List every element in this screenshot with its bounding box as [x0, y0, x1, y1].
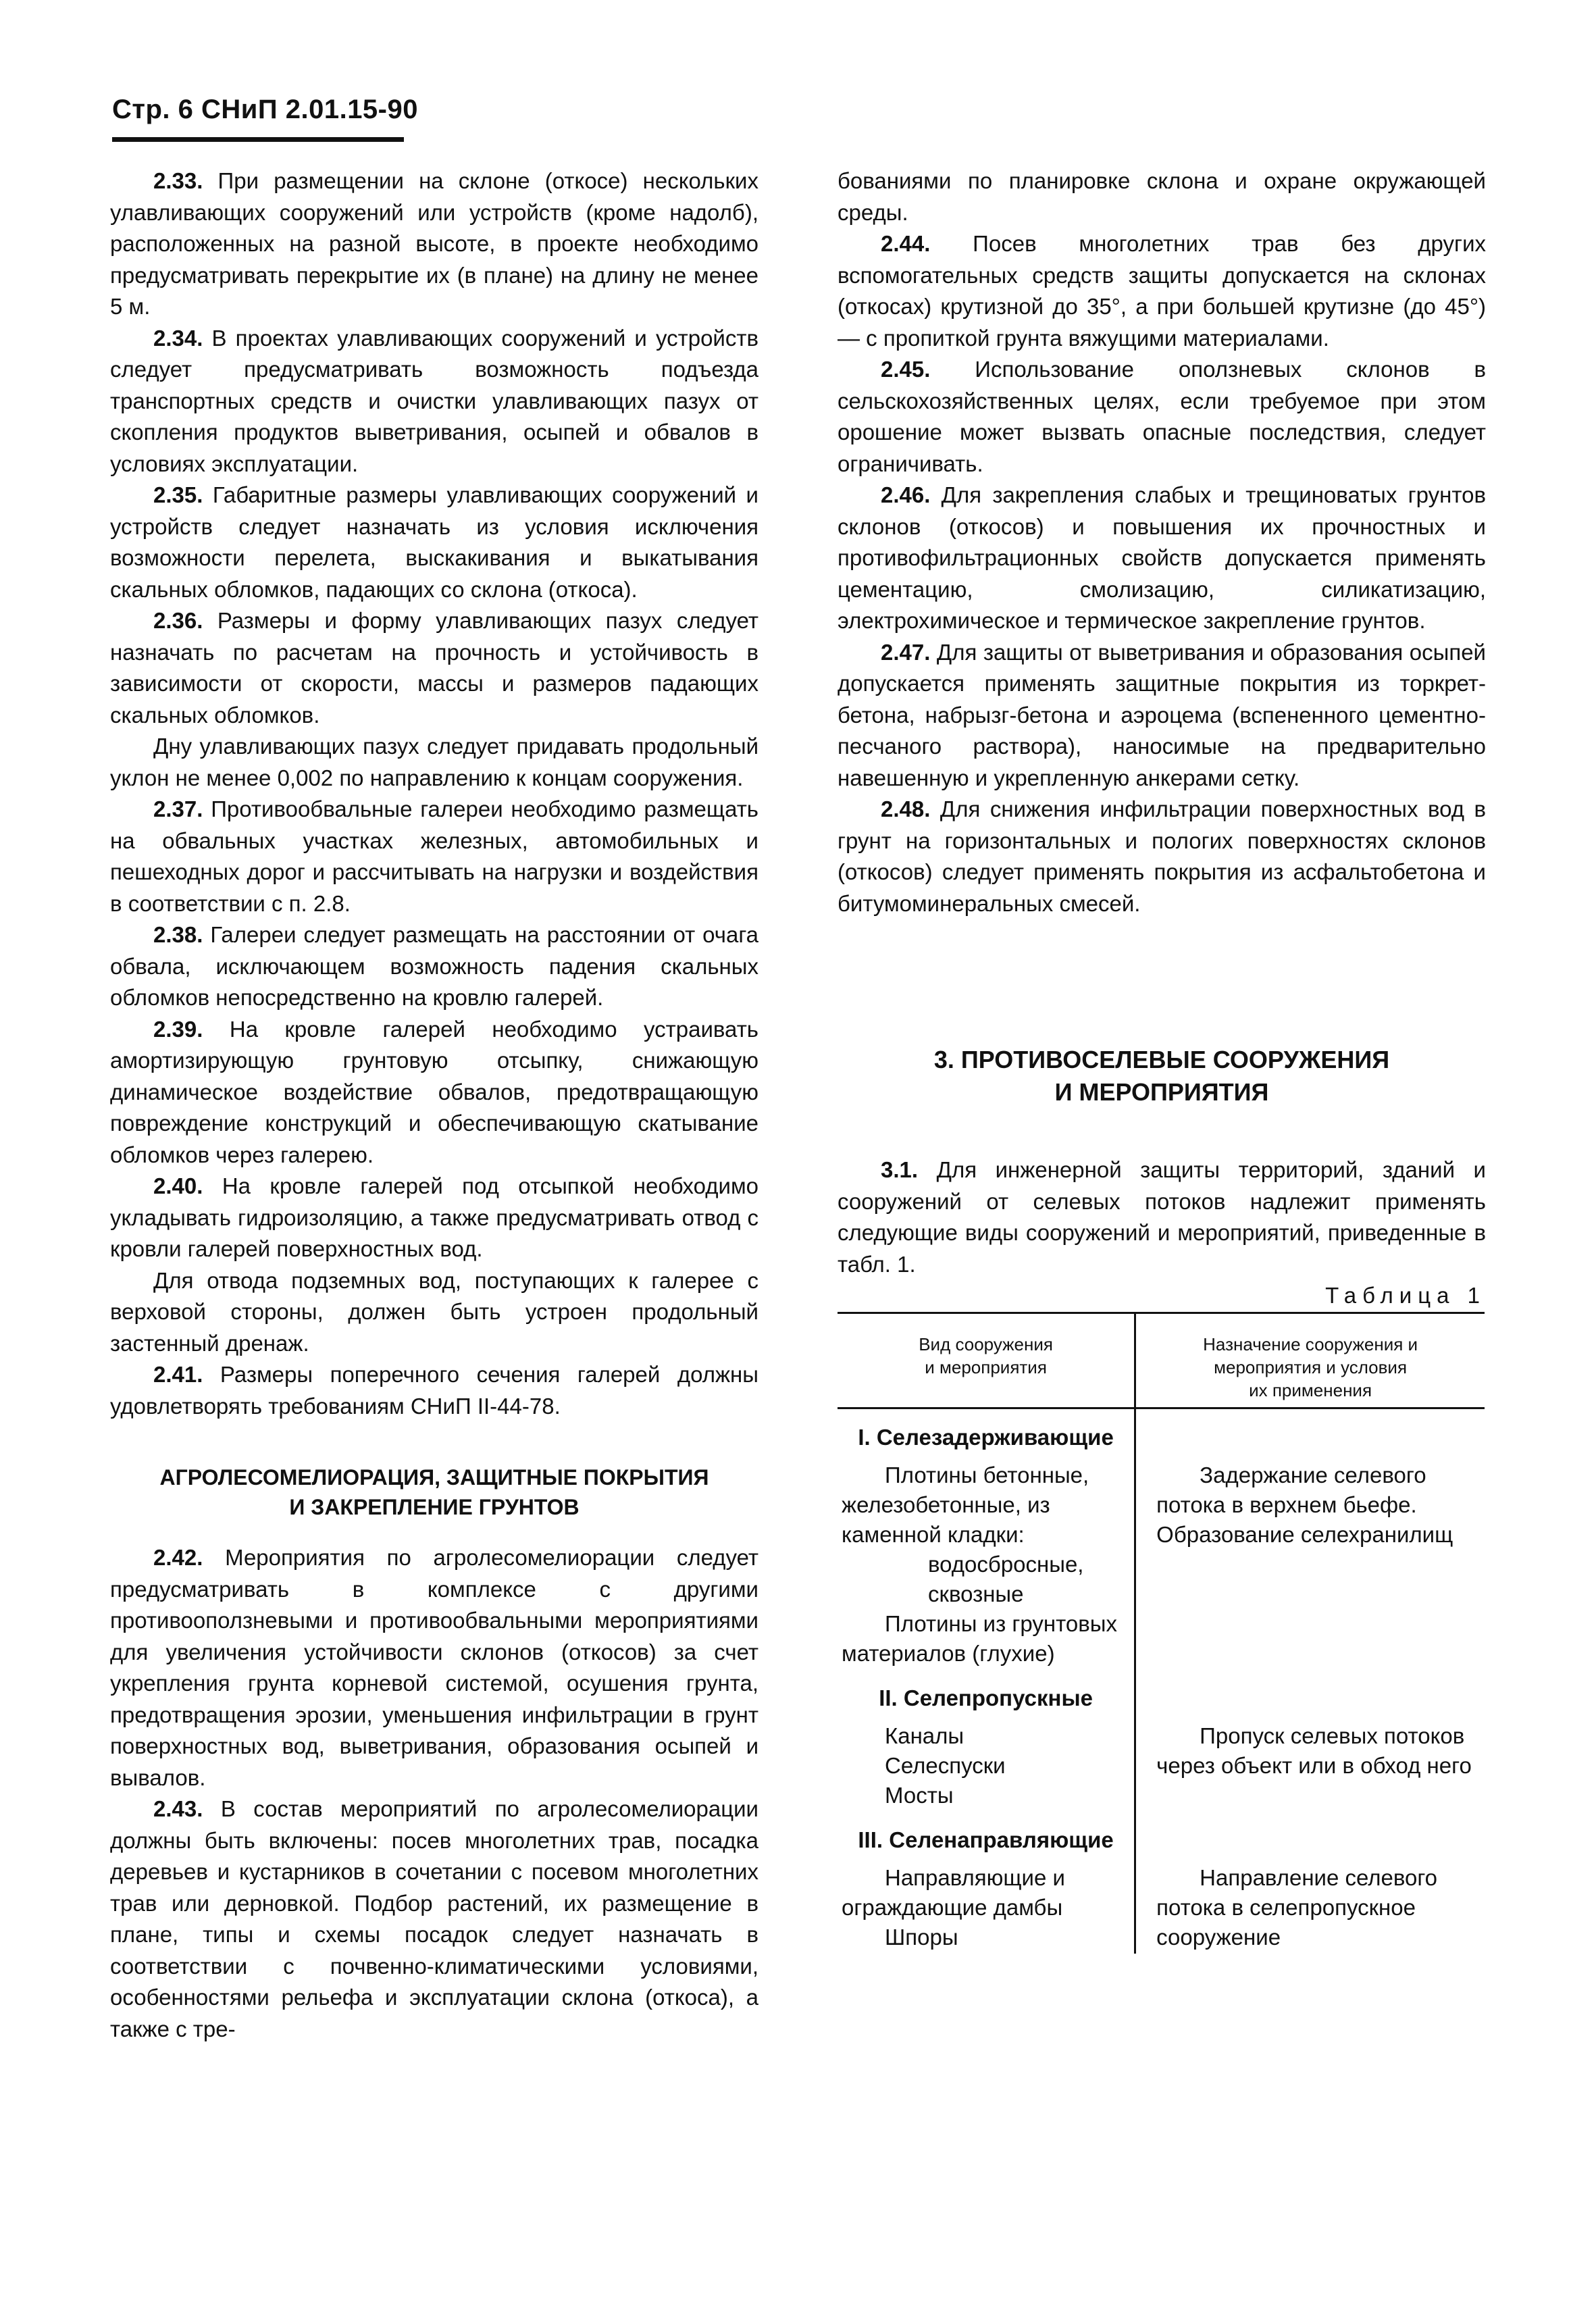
list-item: Мосты [885, 1782, 954, 1808]
purpose-text: Задержание селевого потока в верхнем бьефе. Образование селехранилищ [1156, 1462, 1453, 1547]
paragraph-number: 2.40. [153, 1173, 203, 1198]
purpose-cell [1135, 1459, 1485, 1670]
paragraph-text: Использование оползневых склонов в сельскохозяйственных целях, если требуемое при этом орошение может вызвать опасные последствия, следует ограничивать. [838, 357, 1486, 476]
list-item: Селеспуски [885, 1752, 1006, 1778]
left-column [110, 166, 758, 2045]
purpose-cell [1135, 1862, 1485, 1954]
table-row [838, 1862, 1485, 1954]
group-title: II. Селепропускные [879, 1685, 1093, 1710]
list-item: Шпоры [885, 1924, 958, 1950]
list-item: Направляющие и ограждающие дамбы [842, 1864, 1065, 1920]
paragraph-text: В проектах улавливающих сооружений и устройств следует предусматривать возможность подъезда транспортных средств и очистки улавливающих пазух от скопления продуктов выветривания, осыпей и обвалов в условиях эксплуатации. [110, 325, 758, 476]
group-title: I. Селезадерживающие [858, 1424, 1114, 1450]
header-line: Вид сооружения [919, 1333, 1053, 1354]
paragraph-number: 2.34. [153, 325, 203, 351]
paragraph-text: Галереи следует размещать на расстоянии от очага обвала, исключающем возможность падения скальных обломков непосредственно на кровлю галерей. [110, 922, 758, 1010]
paragraph-number: 2.38. [153, 922, 203, 947]
paragraph-2-45 [838, 354, 1486, 480]
list-item: Плотины из грунтовых материалов (глухие) [842, 1610, 1117, 1666]
table-group-row [838, 1812, 1485, 1862]
table-group-row [838, 1408, 1485, 1459]
paragraph-3-1 [838, 1154, 1486, 1280]
table-header-purpose [1135, 1313, 1485, 1408]
purpose-text: Пропуск селевых потоков через объект или в обход него [1156, 1723, 1472, 1778]
paragraph-number: 2.45. [881, 357, 931, 382]
paragraph-2-48 [838, 794, 1486, 919]
paragraph-text: Размеры и форму улавливающих пазух следует назначать по расчетам на прочность и устойчивость в зависимости от скорости, массы и размеров падающих скальных обломков. [110, 608, 759, 728]
paragraph-2-40-cont: Для отвода подземных вод, поступающих к галерее с верховой стороны, должен быть устроен продольный застенный дренаж. [110, 1267, 758, 1356]
table-caption: Таблица 1 [1325, 1283, 1486, 1308]
header-line: их применения [1249, 1379, 1372, 1400]
paragraph-2-40 [110, 1171, 758, 1265]
paragraph-2-34 [110, 323, 758, 480]
paragraph-2-33 [110, 166, 758, 323]
type-cell [838, 1459, 1135, 1670]
section-title-line: 3. ПРОТИВОСЕЛЕВЫЕ СООРУЖЕНИЯ [933, 1046, 1390, 1073]
paragraph-text: Противообвальные галереи необходимо размещать на обвальных участках железных, автомобильных и пешеходных дорог и рассчитывать на нагрузки и воздействия в соответствии с п. 2.8. [110, 796, 758, 916]
paragraph-2-38 [110, 919, 758, 1014]
table-1 [838, 1312, 1485, 1954]
list-item: Плотины бетонные, железобетонные, из каменной кладки: [842, 1462, 1089, 1547]
paragraph-2-46 [838, 480, 1486, 637]
page-header: Стр. 6 СНиП 2.01.15-90 [112, 95, 418, 124]
paragraph-2-35 [110, 480, 758, 605]
table-header-type [838, 1313, 1135, 1408]
paragraph-text: Габаритные размеры улавливающих сооружений и устройств следует назначать из условия исключения возможности перелета, выскакивания и выкатывания скальных обломков, падающих со склона (откоса). [110, 482, 758, 602]
paragraph-number: 2.33. [153, 168, 203, 193]
paragraph-text: Для снижения инфильтрации поверхностных вод в грунт на горизонтальных и пологих поверхностях склонов (откосов) следует применять покрытия из асфальтобетона и битумоминеральных смесей. [838, 796, 1486, 916]
group-title: III. Селенаправляющие [858, 1827, 1114, 1852]
paragraph-text: Для закрепления слабых и трещиноватых грунтов склонов (откосов) и повышения их прочностных и противофильтрационных свойств допускается применять цементацию, смолизацию, силикатизацию, электрохимическое и термическое закрепление грунтов. [838, 482, 1486, 633]
paragraph-2-39 [110, 1014, 758, 1171]
paragraph-number: 2.43. [153, 1796, 203, 1821]
list-item: Каналы [885, 1723, 964, 1748]
paragraph-number: 2.41. [153, 1362, 203, 1387]
paragraph-number: 2.35. [153, 482, 203, 507]
paragraph-2-42 [110, 1542, 758, 1794]
paragraph-text: Для защиты от выветривания и образования осыпей допускается применять защитные покрытия из торкрет-бетона, набрызг-бетона и аэроцема (вспененного цементно-песчаного раствора), наносимые на предварительно навешенную и укрепленную анкерами сетку. [838, 639, 1486, 790]
right-column [838, 166, 1486, 1954]
header-line: Назначение сооружения и [1203, 1333, 1418, 1354]
paragraph-text: Для инженерной защиты территорий, зданий и сооружений от селевых потоков надлежит применять следующие виды сооружений и мероприятий, приведенные в табл. 1. [838, 1157, 1486, 1277]
group-title-spacer [1135, 1408, 1485, 1459]
paragraph-2-36 [110, 605, 758, 731]
list-item: сквозные [928, 1581, 1024, 1606]
table-row [838, 1459, 1485, 1670]
paragraph-number: 2.42. [153, 1545, 203, 1570]
section-title-line: И МЕРОПРИЯТИЯ [1054, 1078, 1269, 1106]
group-title-spacer [1135, 1812, 1485, 1862]
paragraph-text: В состав мероприятий по агролесомелиорации должны быть включены: посев многолетних трав, посадка деревьев и кустарников в сочетании с посевом многолетних трав или дерновкой. Подбор растений, их размещение в плане, типы и схемы посадок следует назначать в соответствии с почвенно-климатическими условиями, особенностями рельефа и эксплуатации склона (откоса), а также с тре- [110, 1796, 758, 2041]
purpose-text: Направление селевого потока в селепропускное сооружение [1156, 1864, 1438, 1950]
paragraph-text: Размеры поперечного сечения галерей должны удовлетворять требованиям СНиП II-44-78. [110, 1362, 758, 1419]
paragraph-number: 2.46. [881, 482, 931, 507]
list-item: водосбросные, [928, 1551, 1084, 1577]
paragraph-2-47 [838, 637, 1486, 794]
paragraph-2-37 [110, 794, 758, 919]
paragraph-number: 2.47. [881, 639, 931, 665]
paragraph-number: 2.48. [881, 796, 931, 821]
type-cell [838, 1862, 1135, 1954]
paragraph-2-41 [110, 1359, 758, 1422]
table-header-row [838, 1313, 1485, 1408]
paragraph-text: Мероприятия по агролесомелиорации следует предусматривать в комплексе с другими противооползневыми и противообвальными мероприятиями для увеличения устойчивости склонов (откосов) за счет укрепления грунта корневой системой, осушения грунта, предотвращения эрозии, уменьшения инфильтрации в грунт поверхностных вод, выветривания, образования осыпей и вывалов. [110, 1545, 758, 1790]
paragraph-number: 2.44. [881, 231, 931, 256]
paragraph-number: 2.36. [153, 608, 203, 633]
subsection-heading-line: И ЗАКРЕПЛЕНИЕ ГРУНТОВ [289, 1495, 580, 1519]
paragraph-2-43-cont: бованиями по планировке склона и охране окружающей среды. [838, 168, 1486, 225]
paragraph-number: 2.37. [153, 796, 203, 821]
paragraph-text: На кровле галерей под отсыпкой необходимо укладывать гидроизоляцию, а также предусматривать отвод с кровли галерей поверхностных вод. [110, 1173, 758, 1261]
paragraph-2-43 [110, 1794, 758, 2045]
header-line: и мероприятия [925, 1356, 1047, 1377]
paragraph-2-36-cont: Дну улавливающих пазух следует придавать продольный уклон не менее 0,002 по направлению к концам сооружения. [110, 734, 758, 790]
table-group-row [838, 1670, 1485, 1720]
section-title [838, 1044, 1486, 1109]
paragraph-2-44 [838, 228, 1486, 354]
header-rule [112, 137, 404, 142]
paragraph-number: 3.1. [881, 1157, 919, 1182]
purpose-cell [1135, 1720, 1485, 1812]
paragraph-text: При размещении на склоне (откосе) нескольких улавливающих сооружений или устройств (кроме надолб), расположенных на разной высоте, в проекте необходимо предусматривать перекрытие их (в плане) на длину не менее 5 м. [110, 168, 758, 319]
paragraph-text: Посев многолетних трав без других вспомогательных средств защиты допускается на склонах (откосах) крутизной до 35°, а при большей крутизне (до 45°) — с пропиткой грунта вяжущими материалами. [838, 231, 1487, 351]
paragraph-number: 2.39. [153, 1016, 203, 1042]
subsection-heading [110, 1463, 758, 1522]
paragraph-text: На кровле галерей необходимо устраивать амортизирующую грунтовую отсыпку, снижающую динамическое воздействие обвалов, предотвращающую повреждение конструкций и обеспечивающую скатывание обломков через галерею. [110, 1016, 758, 1167]
type-cell [838, 1720, 1135, 1812]
group-title-spacer [1135, 1670, 1485, 1720]
subsection-heading-line: АГРОЛЕСОМЕЛИОРАЦИЯ, ЗАЩИТНЫЕ ПОКРЫТИЯ [159, 1465, 709, 1490]
header-line: мероприятия и условия [1214, 1356, 1408, 1377]
table-row [838, 1720, 1485, 1812]
